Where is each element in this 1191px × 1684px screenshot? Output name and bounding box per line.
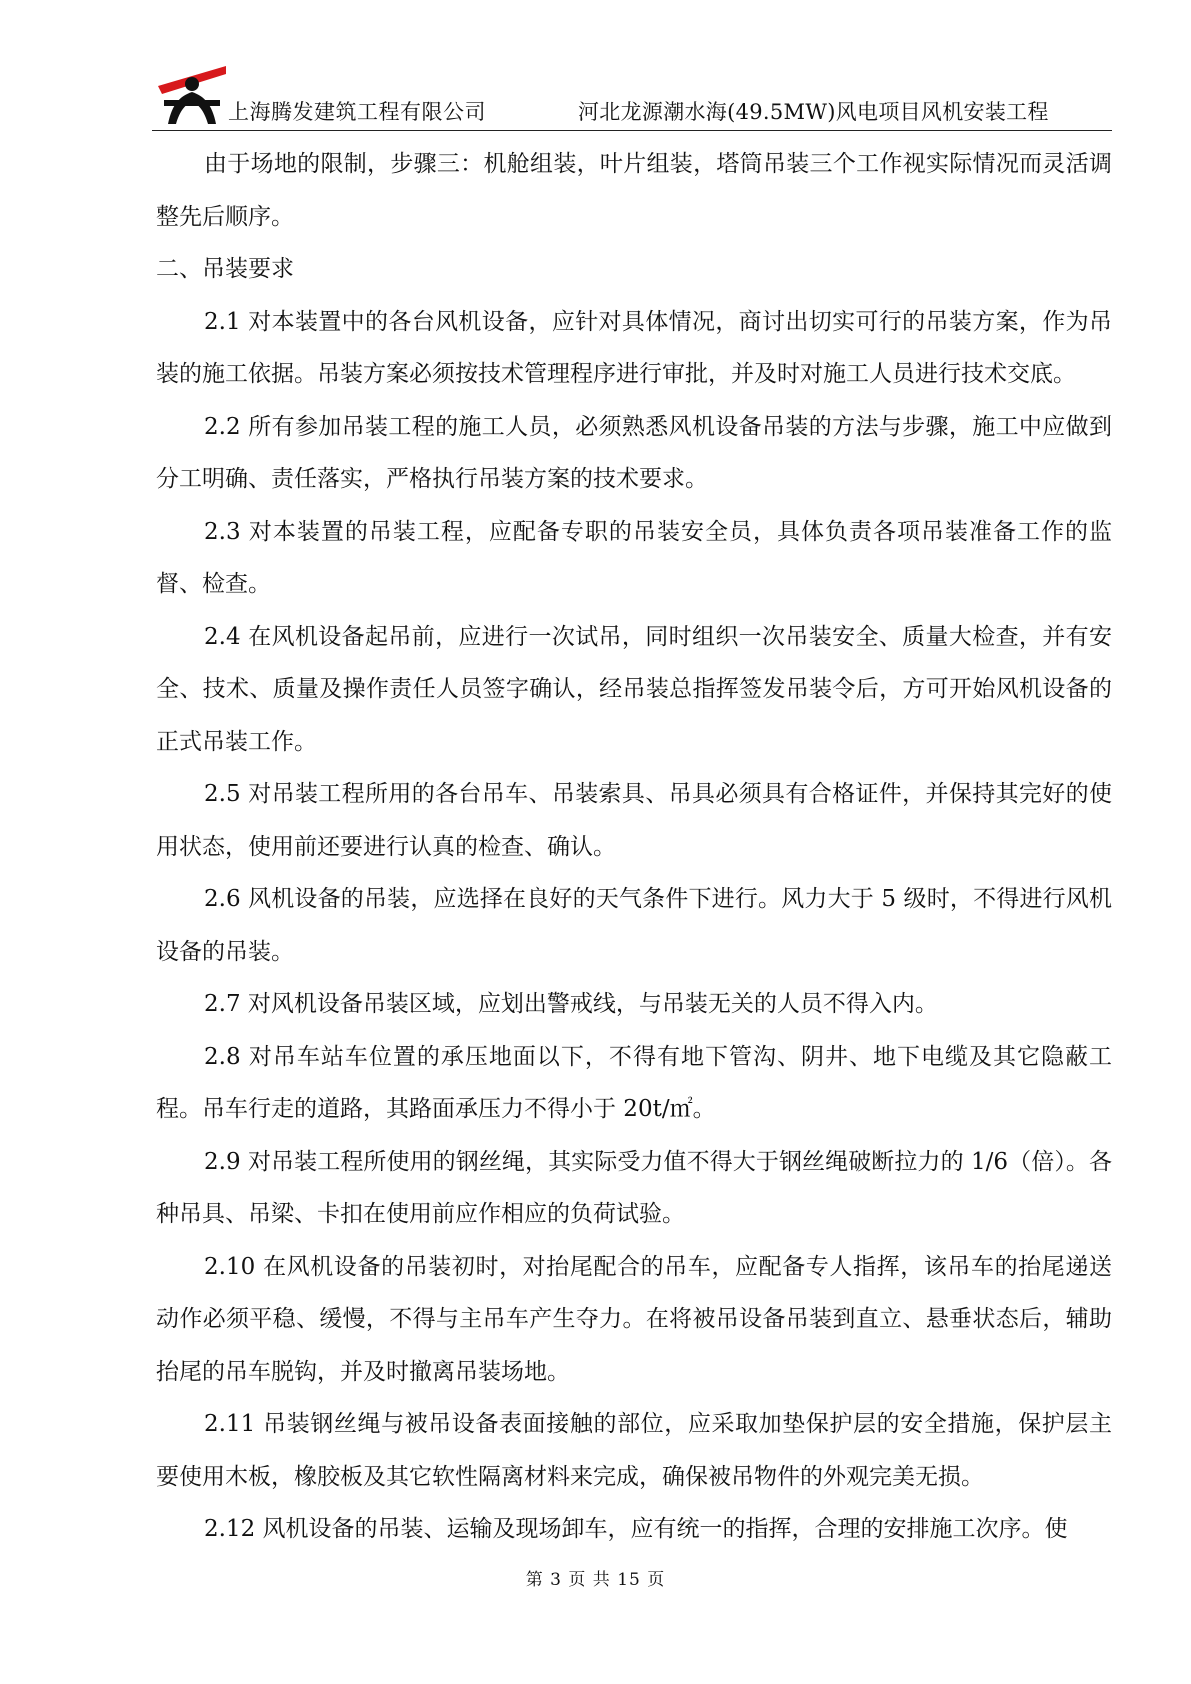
- header-divider: [152, 130, 1112, 131]
- requirement-item: 2.6 风机设备的吊装，应选择在良好的天气条件下进行。风力大于 5 级时，不得进行风机设备的吊装。: [156, 886, 1112, 965]
- requirement-item: 2.3 对本装置的吊装工程，应配备专职的吊装安全员，具体负责各项吊装准备工作的监督、检查。: [156, 518, 1112, 597]
- section-heading: 二、吊装要求: [156, 256, 294, 282]
- requirement-item: 2.11 吊装钢丝绳与被吊设备表面接触的部位，应采取加垫保护层的安全措施，保护层主要使用木板，橡胶板及其它软性隔离材料来完成，确保被吊物件的外观完美无损。: [156, 1411, 1112, 1490]
- requirement-item: 2.5 对吊装工程所用的各台吊车、吊装索具、吊具必须具有合格证件，并保持其完好的使用状态，使用前还要进行认真的检查、确认。: [156, 781, 1112, 860]
- page-header: [152, 56, 1112, 132]
- company-logo-icon: [156, 64, 228, 126]
- requirement-item: 2.8 对吊车站车位置的承压地面以下，不得有地下管沟、阴井、地下电缆及其它隐蔽工程。吊车行走的道路，其路面承压力不得小于 20t/㎡。: [156, 1043, 1112, 1122]
- requirement-item: 2.1 对本装置中的各台风机设备，应针对具体情况，商讨出切实可行的吊装方案，作为吊装的施工依据。吊装方案必须按技术管理程序进行审批，并及时对施工人员进行技术交底。: [156, 308, 1112, 387]
- company-name: 上海腾发建筑工程有限公司: [228, 100, 486, 124]
- requirement-item: 2.2 所有参加吊装工程的施工人员，必须熟悉风机设备吊装的方法与步骤，施工中应做到分工明确、责任落实，严格执行吊装方案的技术要求。: [156, 413, 1112, 492]
- project-title: 河北龙源潮水海(49.5MW)风电项目风机安装工程: [578, 100, 1049, 124]
- requirement-item: 2.10 在风机设备的吊装初时，对抬尾配合的吊车，应配备专人指挥，该吊车的抬尾递送动作必须平稳、缓慢，不得与主吊车产生夺力。在将被吊设备吊装到直立、悬垂状态后，辅助抬尾的吊车脱钩，并及时撤离吊装场地。: [156, 1253, 1112, 1385]
- page-number: 第 3 页 共 15 页: [525, 1570, 666, 1590]
- document-body: [156, 138, 1112, 1556]
- requirement-item: 2.4 在风机设备起吊前，应进行一次试吊，同时组织一次吊装安全、质量大检查，并有安全、技术、质量及操作责任人员签字确认，经吊装总指挥签发吊装令后，方可开始风机设备的正式吊装工作。: [156, 623, 1112, 755]
- requirement-item: 2.7 对风机设备吊装区域，应划出警戒线，与吊装无关的人员不得入内。: [204, 991, 938, 1017]
- requirement-item: 2.9 对吊装工程所使用的钢丝绳，其实际受力值不得大于钢丝绳破断拉力的 1/6（倍）。各种吊具、吊梁、卡扣在使用前应作相应的负荷试验。: [156, 1148, 1112, 1227]
- paragraph-intro: 由于场地的限制，步骤三：机舱组装，叶片组装，塔筒吊装三个工作视实际情况而灵活调整先后顺序。: [156, 151, 1112, 230]
- requirement-item: 2.12 风机设备的吊装、运输及现场卸车，应有统一的指挥，合理的安排施工次序。使: [204, 1516, 1068, 1542]
